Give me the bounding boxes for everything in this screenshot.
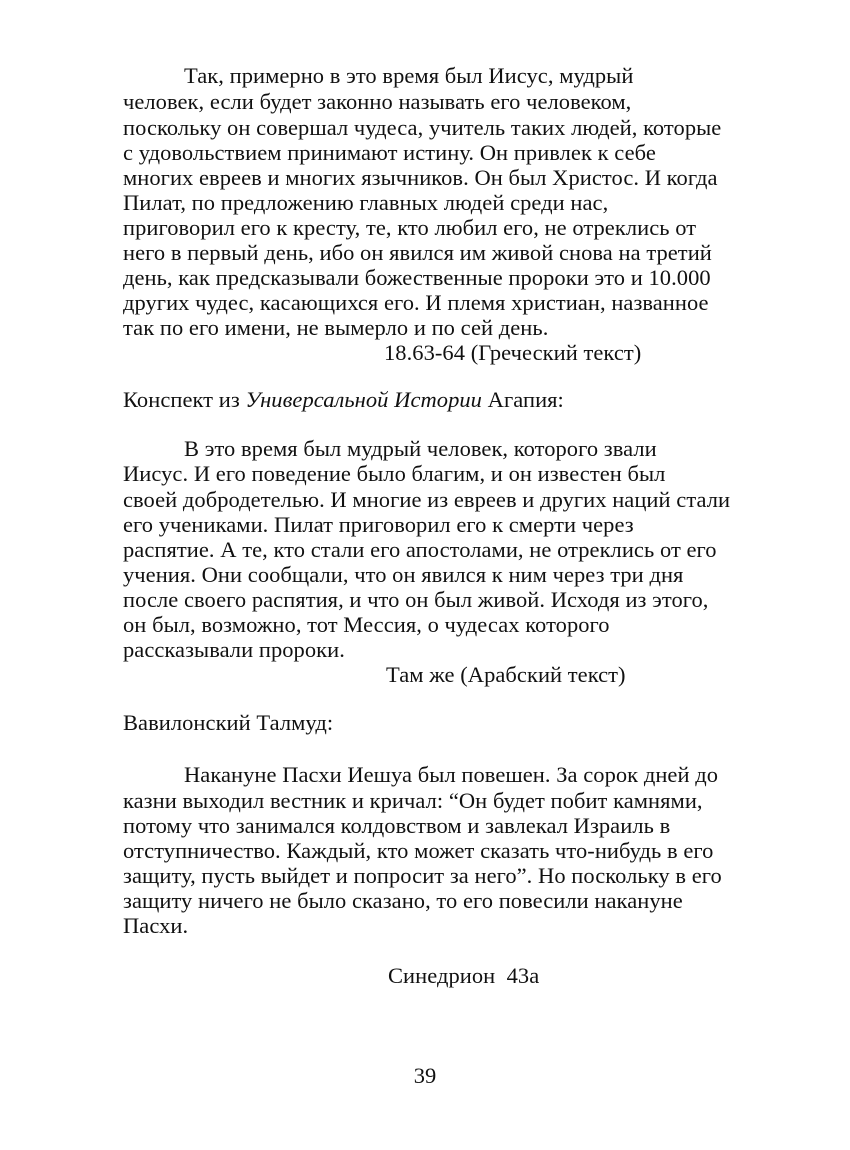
talmud-line-3: потому что занимался колдовством и завлекал Израиль в: [123, 813, 671, 838]
arabic-citation: Там же (Арабский текст): [386, 662, 626, 687]
arabic-line-3: своей добродетелью. И многие из евреев и других наций стали: [123, 487, 731, 512]
greek-line-9: день, как предсказывали божественные пророки это и 10.000: [123, 265, 711, 290]
talmud-line-4: отступничество. Каждый, кто может сказать что-нибудь в его: [123, 838, 714, 863]
talmud-heading: Вавилонский Талмуд:: [123, 710, 334, 735]
greek-line-7: приговорил его к кресту, те, кто любил его, не отреклись от: [123, 215, 697, 240]
talmud-line-7: Пасхи.: [123, 913, 189, 938]
greek-line-5: многих евреев и многих язычников. Он был Христос. И когда: [123, 165, 718, 190]
arabic-line-4: его учениками. Пилат приговорил его к смерти через: [123, 512, 634, 537]
agapius-heading-prefix: Конспект из: [123, 387, 246, 412]
agapius-heading: [123, 387, 564, 413]
arabic-line-6: учения. Они сообщали, что он явился к ним через три дня: [123, 562, 684, 587]
greek-line-1: Так, примерно в это время был Иисус, мудрый: [184, 63, 634, 88]
greek-line-8: него в первый день, ибо он явился им живой снова на третий: [123, 240, 712, 265]
talmud-line-2: казни выходил вестник и кричал: “Он будет побит камнями,: [123, 788, 703, 813]
greek-line-11: так по его имени, не вымерло и по сей день.: [123, 315, 549, 340]
talmud-citation: Синедрион 43а: [388, 963, 540, 988]
agapius-heading-title: Универсальной Истории: [245, 387, 482, 412]
page-number: 39: [413, 1063, 437, 1088]
greek-line-10: других чудес, касающихся его. И племя христиан, названное: [123, 290, 709, 315]
greek-line-6: Пилат, по предложению главных людей среди нас,: [123, 190, 609, 215]
greek-line-3: поскольку он совершал чудеса, учитель таких людей, которые: [123, 115, 722, 140]
talmud-line-6: защиту ничего не было сказано, то его повесили накануне: [123, 888, 683, 913]
arabic-line-7: после своего распятия, и что он был живой. Исходя из этого,: [123, 587, 709, 612]
greek-line-4: с удовольствием принимают истину. Он привлек к себе: [123, 140, 656, 165]
agapius-heading-suffix: Агапия:: [481, 387, 564, 412]
talmud-line-5: защиту, пусть выйдет и попросит за него”. Но поскольку в его: [123, 863, 722, 888]
arabic-line-8: он был, возможно, тот Мессия, о чудесах которого: [123, 612, 610, 637]
arabic-line-2: Иисус. И его поведение было благим, и он известен был: [123, 461, 666, 486]
arabic-line-5: распятие. А те, кто стали его апостолами, не отреклись от его: [123, 537, 717, 562]
talmud-line-1: Накануне Пасхи Иешуа был повешен. За сорок дней до: [184, 762, 719, 787]
arabic-line-9: рассказывали пророки.: [123, 637, 345, 662]
arabic-line-1: В это время был мудрый человек, которого звали: [184, 436, 657, 461]
greek-line-2: человек, если будет законно называть его человеком,: [123, 89, 632, 114]
greek-citation: 18.63-64 (Греческий текст): [384, 340, 642, 365]
